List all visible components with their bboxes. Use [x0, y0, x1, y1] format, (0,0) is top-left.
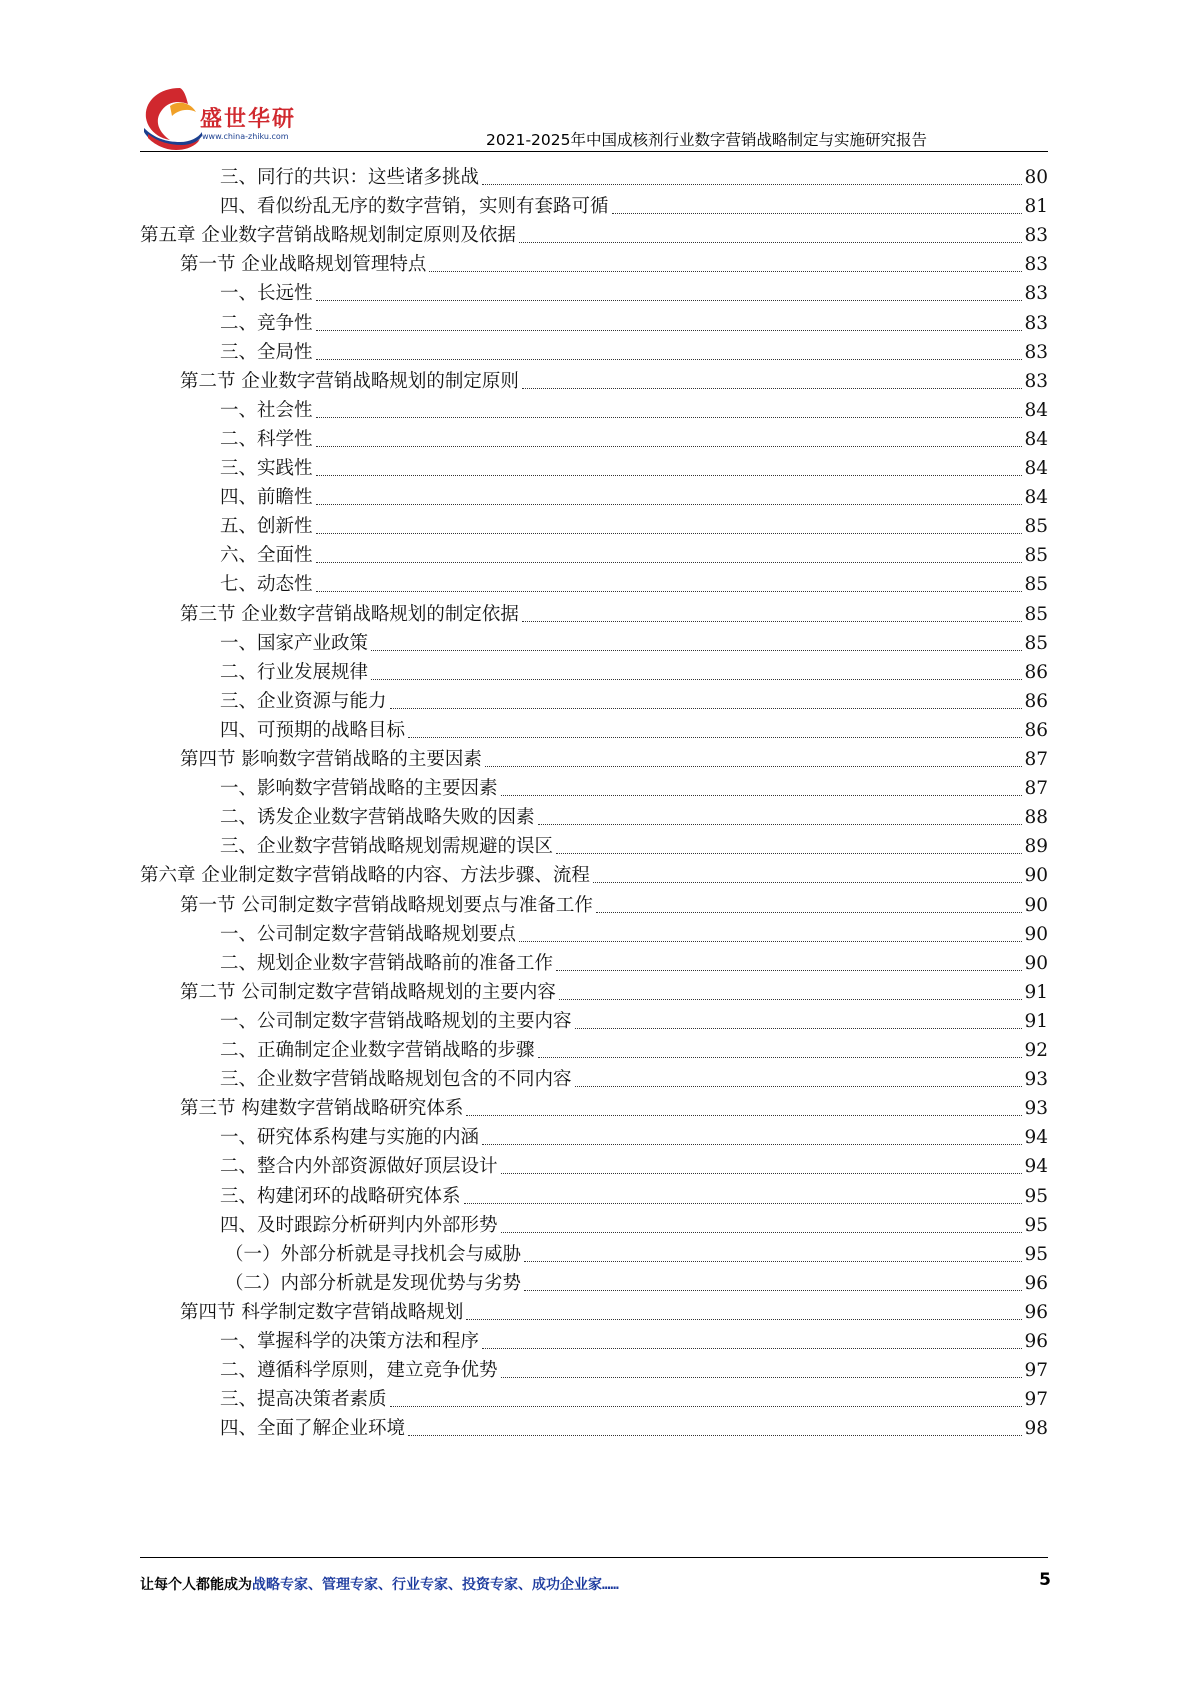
report-title: 2021-2025年中国成核剂行业数字营销战略制定与实施研究报告 [486, 131, 927, 149]
toc-entry-title: 四、看似纷乱无序的数字营销，实则有套路可循 [220, 196, 609, 218]
toc-dot-leader [575, 1086, 1023, 1087]
toc-dot-leader [464, 1203, 1023, 1204]
toc-entry-title: 二、行业发展规律 [220, 661, 369, 683]
toc-dot-leader [612, 213, 1023, 214]
toc-entry[interactable] [220, 1153, 1048, 1181]
toc-entry-page: 86 [1024, 661, 1048, 683]
toc-entry[interactable] [140, 862, 1048, 890]
toc-entry-title: 四、可预期的战略目标 [220, 719, 406, 741]
toc-entry-title: 一、国家产业政策 [220, 632, 369, 654]
toc-entry-title: 一、公司制定数字营销战略规划的主要内容 [220, 1010, 572, 1032]
toc-dot-leader [408, 1435, 1022, 1436]
toc-entry[interactable] [220, 484, 1048, 512]
brand-name: 盛世华研 [200, 107, 297, 132]
toc-entry[interactable] [180, 979, 1048, 1007]
toc-entry[interactable] [220, 397, 1048, 425]
toc-entry[interactable] [225, 1270, 1048, 1298]
toc-entry[interactable] [225, 1241, 1048, 1269]
toc-dot-leader [408, 737, 1022, 738]
toc-entry-title: 三、构建闭环的战略研究体系 [220, 1185, 461, 1207]
toc-entry[interactable] [220, 659, 1048, 687]
toc-entry-title: 三、同行的共识：这些诸多挑战 [220, 167, 480, 188]
toc-dot-leader [390, 1406, 1023, 1407]
toc-entry[interactable] [180, 746, 1048, 774]
toc-entry-title: 四、及时跟踪分析研判内外部形势 [220, 1214, 498, 1236]
toc-entry-title: 一、掌握科学的决策方法和程序 [220, 1331, 480, 1352]
toc-dot-leader [522, 388, 1023, 389]
toc-entry[interactable] [220, 688, 1048, 716]
toc-entry-page: 96 [1024, 1331, 1048, 1352]
toc-entry[interactable] [220, 193, 1048, 221]
toc-entry-page: 85 [1024, 632, 1048, 654]
toc-entry-title: 二、科学性 [220, 428, 313, 450]
toc-entry-page: 97 [1024, 1389, 1048, 1411]
toc-entry[interactable] [220, 310, 1048, 338]
toc-entry-title: 一、公司制定数字营销战略规划要点 [220, 923, 517, 945]
toc-dot-leader [466, 1319, 1022, 1320]
toc-dot-leader [482, 1144, 1022, 1145]
toc-entry[interactable] [220, 1037, 1048, 1065]
toc-entry-page: 81 [1024, 196, 1048, 218]
toc-entry-page: 95 [1024, 1243, 1048, 1265]
toc-dot-leader [522, 621, 1023, 622]
toc-entry-title: 三、提高决策者素质 [220, 1389, 387, 1411]
toc-entry-page: 98 [1024, 1418, 1048, 1440]
toc-entry-title: 二、遵循科学原则，建立竞争优势 [220, 1360, 498, 1382]
toc-entry[interactable] [220, 921, 1048, 949]
toc-entry-page: 91 [1024, 1010, 1048, 1032]
toc-entry-page: 84 [1024, 428, 1048, 450]
toc-entry-title: （一）外部分析就是寻找机会与威胁 [225, 1243, 522, 1265]
toc-entry[interactable] [220, 833, 1048, 861]
toc-dot-leader [316, 330, 1023, 331]
header-divider [140, 151, 1048, 152]
toc-entry-page: 91 [1024, 981, 1048, 1003]
toc-entry[interactable] [220, 571, 1048, 599]
toc-entry[interactable] [220, 542, 1048, 570]
toc-entry-title: 第二节 企业数字营销战略规划的制定原则 [180, 370, 519, 392]
toc-entry-page: 95 [1024, 1214, 1048, 1236]
toc-dot-leader [371, 679, 1022, 680]
toc-entry-title: 四、全面了解企业环境 [220, 1418, 406, 1440]
toc-dot-leader [316, 533, 1023, 534]
toc-entry-title: （二）内部分析就是发现优势与劣势 [225, 1272, 522, 1294]
toc-entry-page: 92 [1024, 1040, 1048, 1061]
toc-entry-title: 六、全面性 [220, 545, 313, 567]
toc-entry-title: 二、竞争性 [220, 312, 313, 334]
toc-entry-page: 83 [1024, 283, 1048, 305]
toc-entry-page: 85 [1024, 516, 1048, 538]
toc-dot-leader [316, 504, 1023, 505]
toc-dot-leader [501, 1173, 1023, 1174]
toc-entry-title: 二、正确制定企业数字营销战略的步骤 [220, 1040, 535, 1061]
toc-entry[interactable] [220, 1066, 1048, 1094]
toc-dot-leader [524, 1290, 1022, 1291]
brand-logo-icon [140, 82, 204, 152]
footer-slogan-highlight: 战略专家、管理专家、行业专家、投资专家、成功企业家…… [252, 1577, 619, 1593]
toc-dot-leader [316, 446, 1023, 447]
toc-entry[interactable] [220, 630, 1048, 658]
toc-entry-page: 83 [1024, 312, 1048, 334]
toc-entry-title: 一、研究体系构建与实施的内涵 [220, 1127, 480, 1149]
toc-entry[interactable] [220, 1415, 1048, 1443]
toc-entry[interactable] [180, 368, 1048, 396]
toc-entry-page: 86 [1024, 690, 1048, 712]
toc-dot-leader [485, 766, 1023, 767]
toc-entry[interactable] [220, 426, 1048, 454]
toc-entry-page: 93 [1024, 1098, 1048, 1120]
toc-dot-leader [466, 1115, 1022, 1116]
toc-entry-title: 七、动态性 [220, 574, 313, 596]
toc-entry-page: 80 [1024, 167, 1048, 188]
toc-dot-leader [316, 300, 1023, 301]
toc-dot-leader [575, 1028, 1023, 1029]
toc-entry-page: 83 [1024, 254, 1048, 276]
toc-entry[interactable] [220, 717, 1048, 745]
toc-entry[interactable] [220, 1124, 1048, 1152]
toc-entry-title: 第四节 影响数字营销战略的主要因素 [180, 749, 482, 770]
toc-entry-title: 二、规划企业数字营销战略前的准备工作 [220, 952, 554, 974]
toc-entry-page: 83 [1024, 370, 1048, 392]
toc-entry-page: 90 [1024, 952, 1048, 974]
toc-entry[interactable] [220, 280, 1048, 308]
toc-entry[interactable] [220, 1357, 1048, 1385]
toc-entry-title: 三、实践性 [220, 458, 313, 479]
toc-dot-leader [316, 475, 1023, 476]
toc-dot-leader [538, 1057, 1023, 1058]
toc-entry-page: 87 [1024, 778, 1048, 800]
toc-entry-page: 86 [1024, 719, 1048, 741]
toc-entry[interactable] [220, 1008, 1048, 1036]
toc-dot-leader [501, 795, 1023, 796]
toc-entry-page: 85 [1024, 574, 1048, 596]
toc-entry-page: 83 [1024, 225, 1048, 247]
toc-entry-title: 二、整合内外部资源做好顶层设计 [220, 1156, 498, 1178]
toc-dot-leader [559, 999, 1023, 1000]
toc-entry-page: 97 [1024, 1360, 1048, 1382]
toc-entry-title: 四、前瞻性 [220, 487, 313, 509]
toc-entry-title: 第六章 企业制定数字营销战略的内容、方法步骤、流程 [140, 865, 590, 887]
toc-entry[interactable] [220, 513, 1048, 541]
toc-dot-leader [593, 882, 1023, 883]
toc-entry-title: 第四节 科学制定数字营销战略规划 [180, 1301, 464, 1323]
footer-divider [140, 1557, 1048, 1558]
toc-dot-leader [519, 242, 1023, 243]
toc-dot-leader [316, 359, 1023, 360]
toc-entry-title: 五、创新性 [220, 516, 313, 538]
toc-dot-leader [556, 853, 1022, 854]
toc-dot-leader [524, 1261, 1022, 1262]
toc-entry[interactable] [180, 251, 1048, 279]
toc-entry-page: 85 [1024, 545, 1048, 567]
toc-entry-title: 第三节 构建数字营销战略研究体系 [180, 1098, 464, 1120]
toc-dot-leader [316, 562, 1023, 563]
toc-entry-title: 第三节 企业数字营销战略规划的制定依据 [180, 603, 519, 625]
toc-dot-leader [482, 1348, 1022, 1349]
toc-entry[interactable] [220, 1328, 1048, 1356]
toc-entry[interactable] [220, 1212, 1048, 1240]
toc-entry-title: 一、长远性 [220, 283, 313, 305]
toc-entry-page: 84 [1024, 458, 1048, 479]
toc-dot-leader [482, 184, 1022, 185]
toc-entry-page: 96 [1024, 1301, 1048, 1323]
toc-dot-leader [556, 970, 1022, 971]
toc-entry-title: 三、企业数字营销战略规划需规避的误区 [220, 836, 554, 858]
toc-dot-leader [596, 912, 1023, 913]
toc-entry-page: 96 [1024, 1272, 1048, 1294]
toc-entry-title: 第二节 公司制定数字营销战略规划的主要内容 [180, 981, 556, 1003]
toc-entry[interactable] [220, 1183, 1048, 1211]
toc-dot-leader [371, 650, 1022, 651]
toc-entry-title: 三、全局性 [220, 341, 313, 363]
footer-slogan-prefix: 让每个人都能成为 [140, 1577, 252, 1593]
toc-entry-page: 85 [1024, 603, 1048, 625]
toc-entry-page: 84 [1024, 399, 1048, 421]
toc-dot-leader [519, 941, 1022, 942]
toc-dot-leader [501, 1377, 1023, 1378]
toc-entry-title: 三、企业资源与能力 [220, 690, 387, 712]
toc-dot-leader [316, 417, 1023, 418]
toc-entry-page: 83 [1024, 341, 1048, 363]
toc-entry[interactable] [180, 1299, 1048, 1327]
toc-dot-leader [316, 591, 1023, 592]
toc-dot-leader [538, 824, 1023, 825]
toc-entry-title: 三、企业数字营销战略规划包含的不同内容 [220, 1069, 572, 1091]
toc-entry-title: 第五章 企业数字营销战略规划制定原则及依据 [140, 225, 516, 247]
brand-url: www.china-zhiku.com [202, 132, 289, 141]
toc-entry-title: 第一节 公司制定数字营销战略规划要点与准备工作 [180, 894, 593, 916]
toc-entry[interactable] [220, 455, 1048, 483]
toc-entry-page: 94 [1024, 1127, 1048, 1149]
toc-entry[interactable] [220, 804, 1048, 832]
toc-dot-leader [429, 271, 1022, 272]
page-number: 5 [1039, 1570, 1051, 1590]
footer-slogan [140, 1574, 619, 1594]
toc-entry-page: 90 [1024, 894, 1048, 916]
toc-entry-page: 94 [1024, 1156, 1048, 1178]
toc-entry[interactable] [220, 775, 1048, 803]
toc-entry-page: 90 [1024, 923, 1048, 945]
toc-entry-title: 一、社会性 [220, 399, 313, 421]
toc-entry-title: 一、影响数字营销战略的主要因素 [220, 778, 498, 800]
toc-entry[interactable] [180, 892, 1048, 920]
toc-entry-title: 二、诱发企业数字营销战略失败的因素 [220, 807, 535, 829]
toc-dot-leader [501, 1232, 1023, 1233]
toc-entry[interactable] [220, 950, 1048, 978]
toc-entry[interactable] [220, 1386, 1048, 1414]
toc-entry[interactable] [140, 222, 1048, 250]
toc-entry[interactable] [220, 164, 1048, 192]
toc-entry-page: 89 [1024, 836, 1048, 858]
toc-entry-page: 90 [1024, 865, 1048, 887]
toc-entry-page: 87 [1024, 749, 1048, 770]
toc-entry[interactable] [180, 1095, 1048, 1123]
toc-entry-page: 84 [1024, 487, 1048, 509]
page-header [0, 0, 1191, 160]
toc-dot-leader [390, 708, 1023, 709]
toc-entry[interactable] [220, 339, 1048, 367]
toc-entry[interactable] [180, 601, 1048, 629]
brand-logo [140, 82, 310, 152]
toc-entry-page: 95 [1024, 1185, 1048, 1207]
toc-entry-page: 93 [1024, 1069, 1048, 1091]
toc-entry-page: 88 [1024, 807, 1048, 829]
toc-entry-title: 第一节 企业战略规划管理特点 [180, 254, 427, 276]
